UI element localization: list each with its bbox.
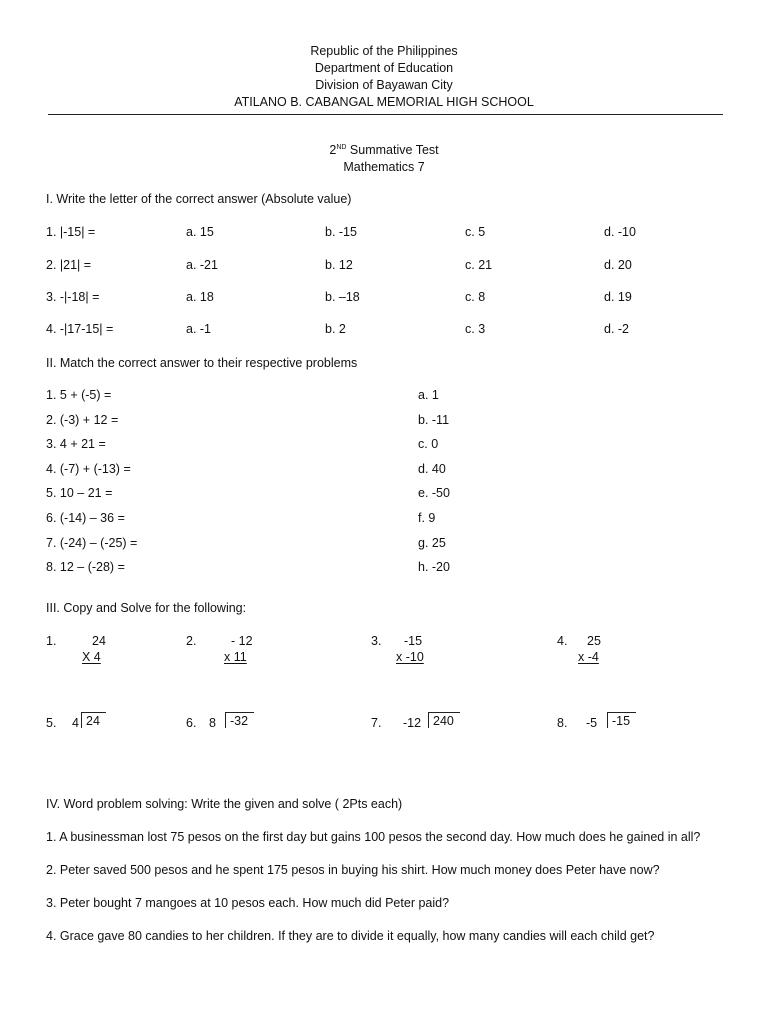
mult-bottom: x 11 (224, 650, 247, 664)
part3-heading: III. Copy and Solve for the following: (46, 601, 247, 615)
part2-heading: II. Match the correct answer to their respective problems (46, 356, 358, 370)
match-problem: 1. 5 + (-5) = (46, 388, 112, 402)
long-division-bracket (607, 712, 636, 729)
subject-title: Mathematics 7 (343, 160, 425, 174)
header-divider (48, 114, 723, 115)
match-problem: 3. 4 + 21 = (46, 437, 106, 451)
match-problem: 5. 10 – 21 = (46, 486, 113, 500)
choice-b: b. 12 (325, 258, 353, 272)
mult-number: 3. (371, 634, 382, 648)
choice-b: b. -15 (325, 225, 357, 239)
part1-heading: I. Write the letter of the correct answer (Absolute value) (46, 192, 352, 206)
choice-a: a. 15 (186, 225, 214, 239)
match-answer: d. 40 (418, 462, 446, 476)
match-problem: 6. (-14) – 36 = (46, 511, 125, 525)
choice-d: d. 20 (604, 258, 632, 272)
div-divisor: 4 (72, 716, 79, 730)
div-divisor: 8 (209, 716, 216, 730)
match-answer: e. -50 (418, 486, 450, 500)
match-answer: f. 9 (418, 511, 436, 525)
mult-top: - 12 (231, 634, 253, 648)
match-problem: 8. 12 – (-28) = (46, 560, 125, 574)
div-number: 7. (371, 716, 382, 730)
choice-d: d. -2 (604, 322, 630, 336)
choice-a: a. 18 (186, 290, 214, 304)
mult-bottom: X 4 (82, 650, 101, 664)
match-answer: a. 1 (418, 388, 439, 402)
long-division-bracket (81, 712, 106, 729)
div-number: 6. (186, 716, 197, 730)
header-department: Department of Education (314, 61, 454, 75)
match-answer: b. -11 (418, 413, 450, 427)
part4-heading: IV. Word problem solving: Write the given and solve ( 2Pts each) (46, 797, 403, 811)
mult-number: 2. (186, 634, 197, 648)
choice-a: a. -1 (186, 322, 212, 336)
word-problem: 3. Peter bought 7 mangoes at 10 pesos each. How much did Peter paid? (46, 896, 450, 910)
choice-c: c. 5 (465, 225, 486, 239)
title-rest: Summative Test (346, 143, 439, 157)
header-republic: Republic of the Philippines (310, 44, 458, 58)
div-dividend: 240 (428, 712, 460, 728)
mult-top: -15 (404, 634, 423, 648)
title-number: 2 (329, 143, 337, 157)
title-superscript: ND (336, 144, 347, 151)
match-answer: c. 0 (418, 437, 439, 451)
question: 3. -|-18| = (46, 290, 100, 304)
choice-d: d. 19 (604, 290, 632, 304)
choice-a: a. -21 (186, 258, 218, 272)
match-problem: 7. (-24) – (-25) = (46, 536, 138, 550)
choice-c: c. 3 (465, 322, 486, 336)
long-division-bracket (225, 712, 254, 729)
question: 2. |21| = (46, 258, 92, 272)
word-problem: 4. Grace gave 80 candies to her children. If they are to divide it equally, how many candies will each child get? (46, 929, 655, 943)
question: 4. -|17-15| = (46, 322, 114, 336)
long-division-bracket (428, 712, 460, 729)
div-dividend: 24 (81, 712, 106, 728)
div-number: 8. (557, 716, 568, 730)
choice-b: b. 2 (325, 322, 346, 336)
mult-top: 25 (587, 634, 601, 648)
choice-c: c. 21 (465, 258, 493, 272)
div-divisor: -12 (403, 716, 422, 730)
match-problem: 2. (-3) + 12 = (46, 413, 119, 427)
match-problem: 4. (-7) + (-13) = (46, 462, 131, 476)
mult-bottom: x -10 (396, 650, 424, 664)
div-number: 5. (46, 716, 57, 730)
choice-b: b. –18 (325, 290, 360, 304)
header-school: ATILANO B. CABANGAL MEMORIAL HIGH SCHOOL (234, 95, 534, 109)
mult-bottom: x -4 (578, 650, 599, 664)
question: 1. |-15| = (46, 225, 96, 239)
div-dividend: -32 (225, 712, 254, 728)
word-problem: 2. Peter saved 500 pesos and he spent 175 pesos in buying his shirt. How much money does Peter have now? (46, 863, 660, 877)
div-dividend: -15 (607, 712, 636, 728)
mult-top: 24 (92, 634, 106, 648)
header-division: Division of Bayawan City (315, 78, 453, 92)
word-problem: 1. A businessman lost 75 pesos on the first day but gains 100 pesos the second day. How much does he gained in all? (46, 830, 701, 844)
test-title (0, 143, 768, 158)
choice-d: d. -10 (604, 225, 636, 239)
match-answer: h. -20 (418, 560, 450, 574)
match-answer: g. 25 (418, 536, 446, 550)
div-divisor: -5 (586, 716, 598, 730)
mult-number: 1. (46, 634, 57, 648)
choice-c: c. 8 (465, 290, 486, 304)
mult-number: 4. (557, 634, 568, 648)
